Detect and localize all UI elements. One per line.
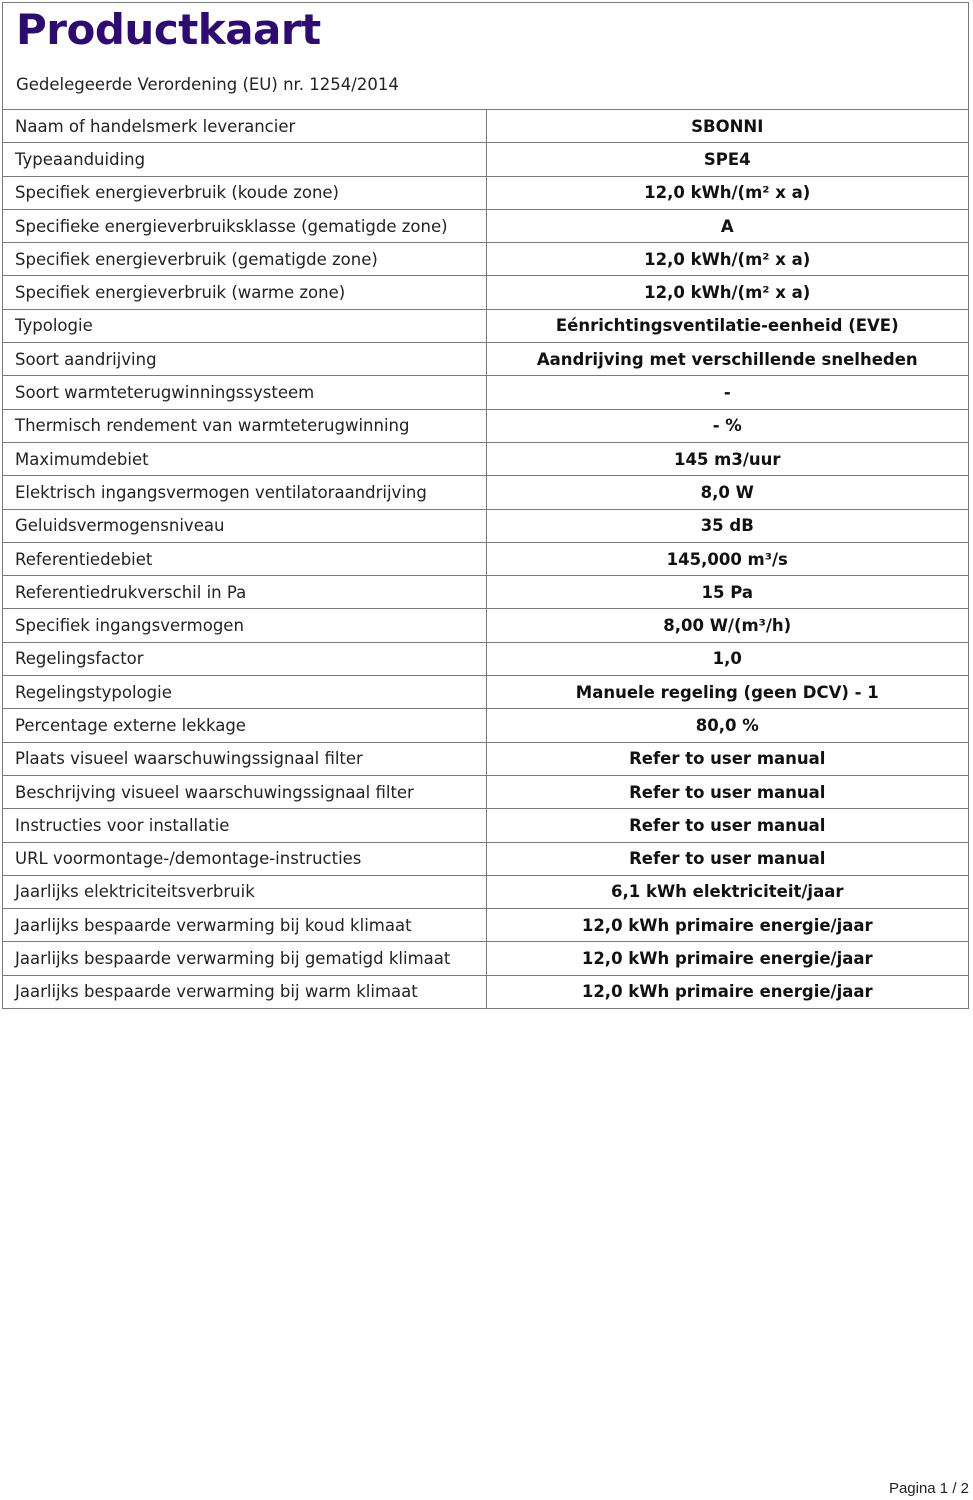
row-value: SPE4 [486, 143, 968, 176]
row-label: Jaarlijks bespaarde verwarming bij warm klimaat [3, 975, 486, 1008]
table-row [3, 875, 968, 908]
row-value: Manuele regeling (geen DCV) - 1 [486, 676, 968, 709]
table-row [3, 476, 968, 509]
row-value: 145 m3/uur [486, 442, 968, 475]
row-label: Typeaanduiding [3, 143, 486, 176]
page-title: Productkaart [16, 5, 321, 54]
row-label: Jaarlijks elektriciteitsverbruik [3, 875, 486, 908]
table-row [3, 110, 968, 143]
row-value: 6,1 kWh elektriciteit/jaar [486, 875, 968, 908]
table-row [3, 676, 968, 709]
sheet-header [3, 3, 968, 110]
row-label: Specifiek energieverbruik (koude zone) [3, 176, 486, 209]
row-label: Thermisch rendement van warmteterugwinning [3, 409, 486, 442]
row-label: Specifieke energieverbruiksklasse (gematigde zone) [3, 209, 486, 242]
table-row [3, 542, 968, 575]
row-value: 35 dB [486, 509, 968, 542]
row-value: 12,0 kWh/(m² x a) [486, 276, 968, 309]
row-label: Naam of handelsmerk leverancier [3, 110, 486, 143]
row-label: Referentiedebiet [3, 542, 486, 575]
row-value: 12,0 kWh primaire energie/jaar [486, 942, 968, 975]
row-value: 12,0 kWh/(m² x a) [486, 176, 968, 209]
row-label: Jaarlijks bespaarde verwarming bij koud klimaat [3, 909, 486, 942]
row-label: Specifiek energieverbruik (gematigde zone) [3, 243, 486, 276]
table-row [3, 742, 968, 775]
row-value: 15 Pa [486, 576, 968, 609]
row-value: 8,0 W [486, 476, 968, 509]
table-row [3, 609, 968, 642]
table-row [3, 576, 968, 609]
row-label: Regelingsfactor [3, 642, 486, 675]
product-spec-table-body [3, 110, 968, 1008]
row-value: 1,0 [486, 642, 968, 675]
table-row [3, 942, 968, 975]
product-sheet [2, 2, 969, 1009]
table-row [3, 409, 968, 442]
row-label: Specifiek energieverbruik (warme zone) [3, 276, 486, 309]
row-value: - % [486, 409, 968, 442]
table-row [3, 509, 968, 542]
row-value: 12,0 kWh primaire energie/jaar [486, 975, 968, 1008]
row-value: Refer to user manual [486, 842, 968, 875]
row-label: Geluidsvermogensniveau [3, 509, 486, 542]
table-row [3, 442, 968, 475]
row-label: Soort aandrijving [3, 343, 486, 376]
row-value: 8,00 W/(m³/h) [486, 609, 968, 642]
table-row [3, 176, 968, 209]
row-value: - [486, 376, 968, 409]
table-row [3, 243, 968, 276]
row-value: 12,0 kWh/(m² x a) [486, 243, 968, 276]
row-value: Refer to user manual [486, 775, 968, 808]
row-value: Refer to user manual [486, 742, 968, 775]
row-label: Specifiek ingangsvermogen [3, 609, 486, 642]
row-label: Beschrijving visueel waarschuwingssignaal filter [3, 775, 486, 808]
table-row [3, 376, 968, 409]
table-row [3, 642, 968, 675]
table-row [3, 143, 968, 176]
row-value: Refer to user manual [486, 809, 968, 842]
row-label: Maximumdebiet [3, 442, 486, 475]
row-value: 145,000 m³/s [486, 542, 968, 575]
row-label: Referentiedrukverschil in Pa [3, 576, 486, 609]
page-number: Pagina 1 / 2 [888, 1480, 969, 1497]
row-label: URL voormontage-/demontage-instructies [3, 842, 486, 875]
table-row [3, 775, 968, 808]
row-label: Elektrisch ingangsvermogen ventilatoraandrijving [3, 476, 486, 509]
regulation-subtitle: Gedelegeerde Verordening (EU) nr. 1254/2014 [16, 75, 399, 94]
table-row [3, 809, 968, 842]
table-row [3, 343, 968, 376]
row-label: Regelingstypologie [3, 676, 486, 709]
row-label: Jaarlijks bespaarde verwarming bij gematigd klimaat [3, 942, 486, 975]
table-row [3, 975, 968, 1008]
table-row [3, 709, 968, 742]
row-value: SBONNI [691, 116, 764, 136]
row-value: 12,0 kWh primaire energie/jaar [486, 909, 968, 942]
row-label: Soort warmteterugwinningssysteem [3, 376, 486, 409]
row-label: Plaats visueel waarschuwingssignaal filter [3, 742, 486, 775]
table-row [3, 842, 968, 875]
row-value: Eénrichtingsventilatie-eenheid (EVE) [486, 309, 968, 342]
product-spec-table [3, 110, 968, 1008]
row-value: Aandrijving met verschillende snelheden [486, 343, 968, 376]
row-value: A [486, 209, 968, 242]
table-row [3, 909, 968, 942]
row-value: 80,0 % [486, 709, 968, 742]
table-row [3, 276, 968, 309]
table-row [3, 209, 968, 242]
row-label: Percentage externe lekkage [3, 709, 486, 742]
row-label: Instructies voor installatie [3, 809, 486, 842]
row-label: Typologie [3, 309, 486, 342]
table-row [3, 309, 968, 342]
